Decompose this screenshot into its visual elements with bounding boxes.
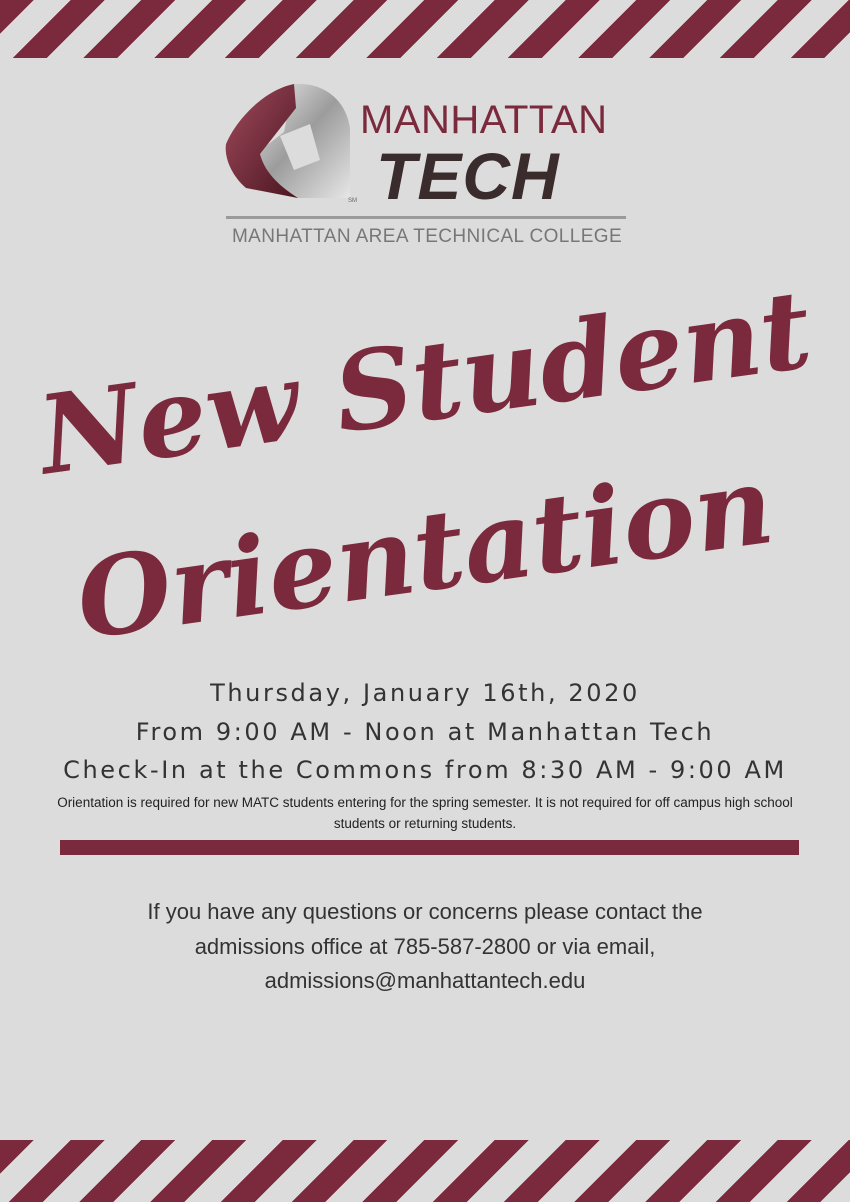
contact-info	[0, 895, 850, 999]
contact-line-1: If you have any questions or concerns please contact the	[147, 899, 703, 924]
section-divider	[60, 840, 799, 855]
service-mark: SM	[348, 198, 357, 204]
top-stripe-border	[0, 0, 850, 58]
event-details	[0, 674, 850, 834]
headline-new-student: New Student	[31, 266, 819, 500]
headline-orientation: Orientation	[69, 441, 781, 665]
bottom-stripe-border	[0, 1140, 850, 1202]
logo-divider	[226, 216, 626, 219]
logo-word-tech: TECH	[376, 139, 560, 213]
contact-email[interactable]: admissions@manhattantech.edu	[264, 968, 586, 993]
logo-word-manhattan: MANHATTAN	[360, 98, 608, 142]
event-checkin: Check-In at the Commons from 8:30 AM - 9:00 AM	[63, 756, 787, 784]
logo-college-name: MANHATTAN AREA TECHNICAL COLLEGE	[231, 226, 623, 247]
event-time: From 9:00 AM - Noon at Manhattan Tech	[135, 717, 715, 746]
college-logo	[224, 80, 634, 250]
orientation-note: Orientation is required for new MATC students entering for the spring semester. It is not required for off campus high school students or returning students.	[57, 794, 793, 831]
event-date: Thursday, January 16th, 2020	[210, 679, 640, 707]
logo-mark-icon	[224, 80, 356, 204]
contact-line-2: admissions office at 785-587-2800 or via email,	[194, 933, 656, 959]
